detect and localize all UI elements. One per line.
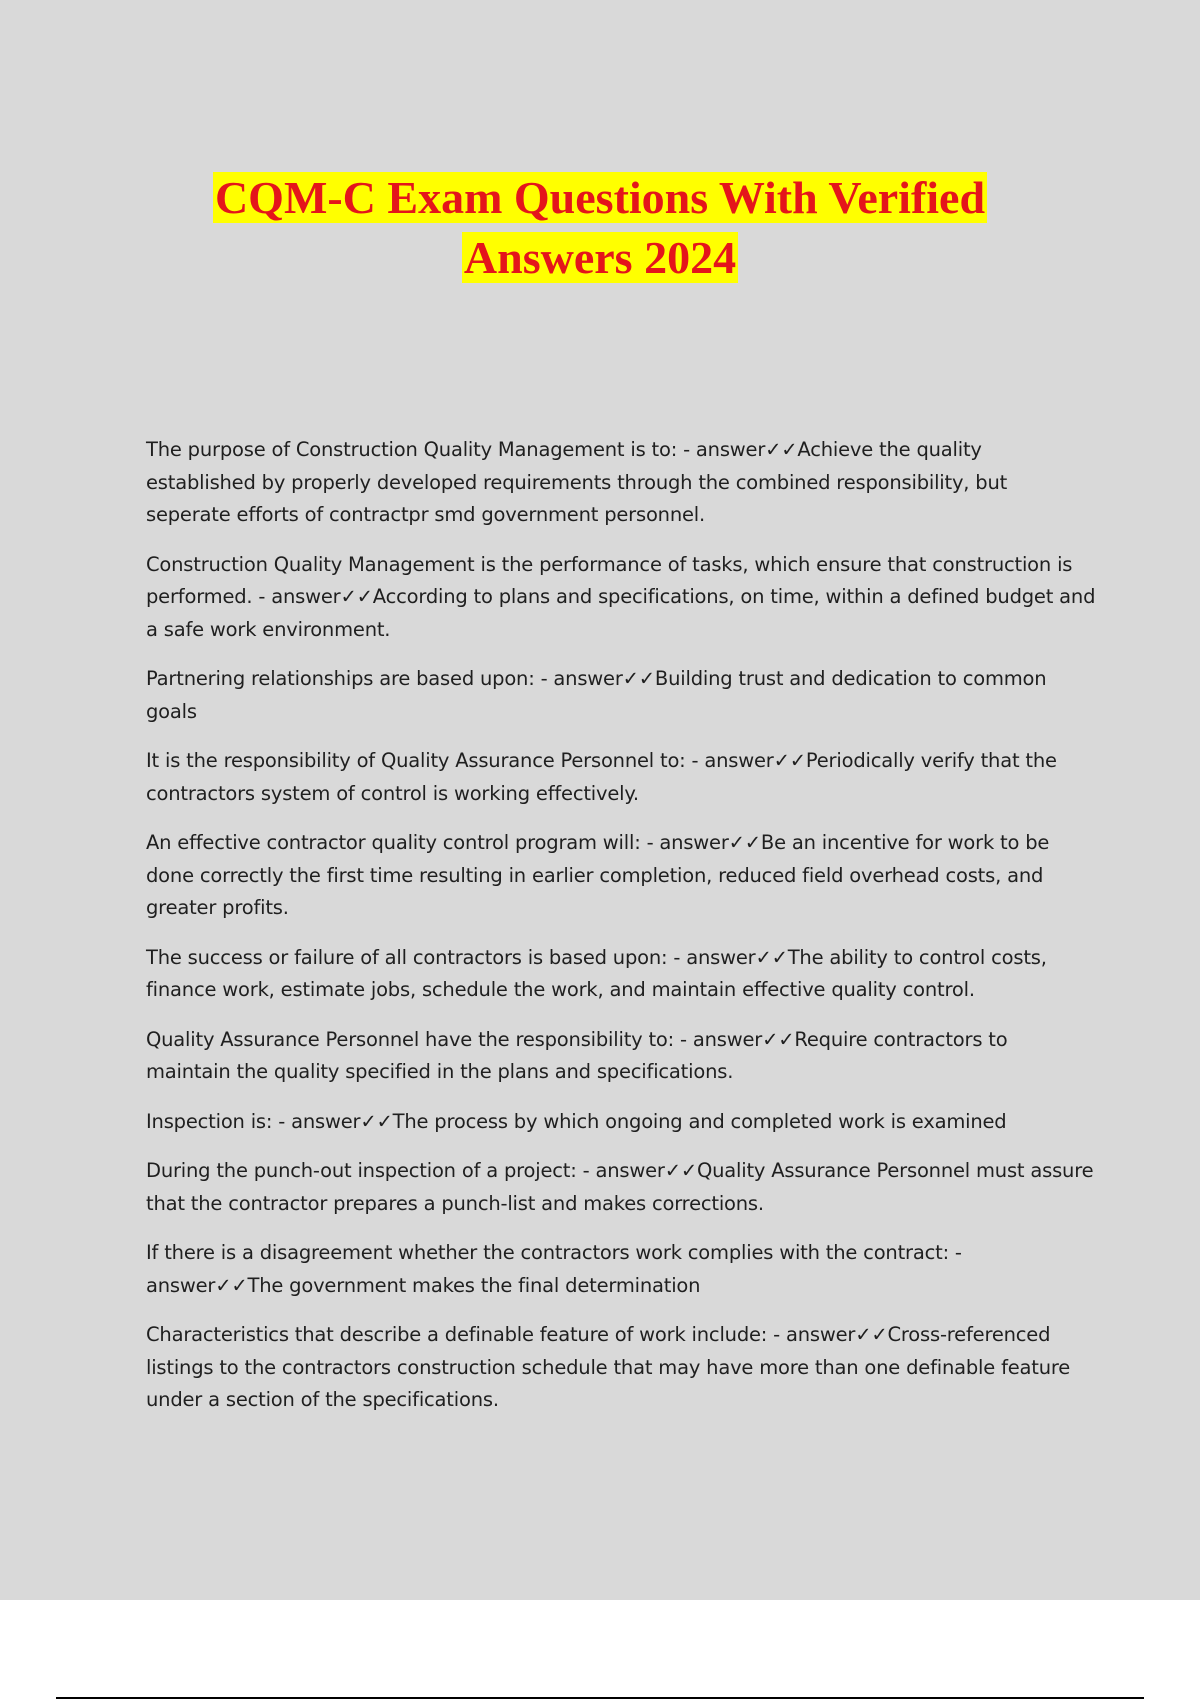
qa-item: Characteristics that describe a definable feature of work include: - answer✓✓Cross-referenced listings to the contractors construction schedule that may have more than one definable feature under a section of the specifications. <box>146 1323 1071 1411</box>
qa-item: The purpose of Construction Quality Management is to: - answer✓✓Achieve the quality established by properly developed requirements through the combined responsibility, but seperate efforts of contractpr smd government personnel. <box>146 438 1008 526</box>
qa-item: It is the responsibility of Quality Assurance Personnel to: - answer✓✓Periodically verify that the contractors system of control is working effectively. <box>146 749 1057 805</box>
qa-item: During the punch-out inspection of a project: - answer✓✓Quality Assurance Personnel must assure that the contractor prepares a punch-list and makes corrections. <box>146 1159 1094 1215</box>
qa-item: Quality Assurance Personnel have the responsibility to: - answer✓✓Require contractors to maintain the quality specified in the plans and specifications. <box>146 1027 1008 1083</box>
qa-list <box>146 434 1096 1434</box>
qa-item: Construction Quality Management is the performance of tasks, which ensure that construction is performed. - answer✓✓According to plans and specifications, on time, within a defined budget and a safe work environment. <box>146 552 1096 641</box>
qa-item: Inspection is: - answer✓✓The process by which ongoing and completed work is examined <box>146 1109 1007 1133</box>
title-line-2: Answers 2024 <box>463 232 737 283</box>
document-title <box>0 168 1200 288</box>
qa-item: Partnering relationships are based upon: - answer✓✓Building trust and dedication to common goals <box>146 667 1047 723</box>
qa-item: An effective contractor quality control program will: - answer✓✓Be an incentive for work to be done correctly the first time resulting in earlier completion, reduced field overhead costs, and greater profits. <box>146 831 1050 919</box>
qa-item: The success or failure of all contractors is based upon: - answer✓✓The ability to control costs, finance work, estimate jobs, schedule the work, and maintain effective quality control. <box>146 945 1047 1001</box>
page-divider <box>56 1697 1144 1699</box>
qa-item: If there is a disagreement whether the contractors work complies with the contract: - answer✓✓The government makes the final determination <box>146 1241 962 1297</box>
title-line-1: CQM-C Exam Questions With Verified <box>214 172 986 223</box>
